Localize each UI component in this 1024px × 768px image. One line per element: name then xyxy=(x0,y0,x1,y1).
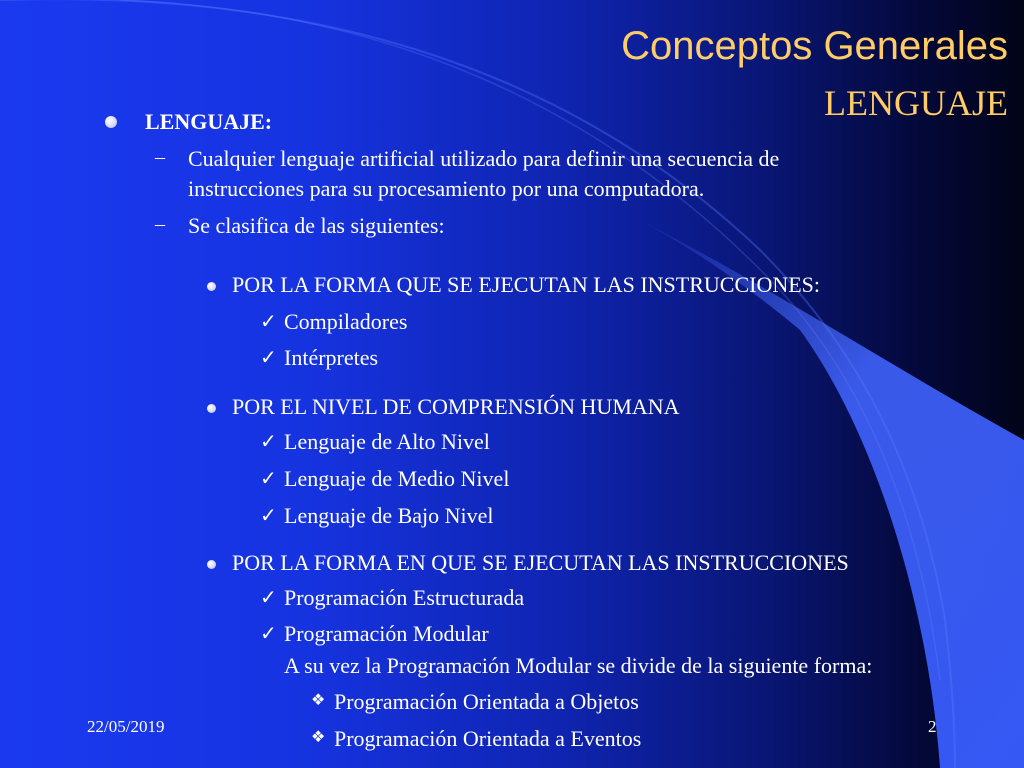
diamond-bullet-icon: ❖ xyxy=(311,690,326,709)
footer-date: 22/05/2019 xyxy=(87,717,165,736)
group1-heading: POR LA FORMA QUE SE EJECUTAN LAS INSTRUCCIONES: xyxy=(232,272,821,297)
diamond-bullet-icon: ❖ xyxy=(311,727,326,746)
group1-item: Intérpretes xyxy=(284,345,379,370)
group3-note: A su vez la Programación Modular se divide de la siguiente forma: xyxy=(284,653,873,678)
group3-item: Programación Estructurada xyxy=(284,585,525,610)
checkmark-icon: ✓ xyxy=(260,429,277,453)
group3-subitem: Programación Orientada a Eventos xyxy=(334,726,642,751)
bullet-dot-icon xyxy=(207,404,216,413)
checkmark-icon: ✓ xyxy=(260,503,277,527)
footer-page-number: 2 xyxy=(928,717,937,736)
checkmark-icon: ✓ xyxy=(260,309,277,333)
checkmark-icon: ✓ xyxy=(260,466,277,490)
group1-item: Compiladores xyxy=(284,309,408,334)
checkmark-icon: ✓ xyxy=(260,621,277,645)
bullet-dot-icon xyxy=(207,560,216,569)
slide-title: Conceptos Generales xyxy=(621,24,1008,68)
group3-item: Programación Modular xyxy=(284,621,489,646)
lenguaje-label: LENGUAJE: xyxy=(145,109,273,134)
group2-item: Lenguaje de Alto Nivel xyxy=(284,429,490,454)
bullet-dot-icon xyxy=(105,116,117,128)
bullet-dot-icon xyxy=(207,282,216,291)
dash-icon: – xyxy=(155,146,165,168)
checkmark-icon: ✓ xyxy=(260,585,277,609)
definition-line-1: Cualquier lenguaje artificial utilizado para definir una secuencia de xyxy=(188,146,780,171)
group3-heading: POR LA FORMA EN QUE SE EJECUTAN LAS INSTRUCCIONES xyxy=(232,550,849,575)
dash-icon: – xyxy=(155,213,165,235)
definition-line-2: instrucciones para su procesamiento por una computadora. xyxy=(188,176,705,201)
slide-subtitle: LENGUAJE xyxy=(824,83,1008,123)
group2-heading: POR EL NIVEL DE COMPRENSIÓN HUMANA xyxy=(232,394,680,419)
group2-item: Lenguaje de Bajo Nivel xyxy=(284,503,494,528)
group3-subitem: Programación Orientada a Objetos xyxy=(334,689,639,714)
checkmark-icon: ✓ xyxy=(260,345,277,369)
classification-text: Se clasifica de las siguientes: xyxy=(188,213,445,238)
group2-item: Lenguaje de Medio Nivel xyxy=(284,466,510,491)
